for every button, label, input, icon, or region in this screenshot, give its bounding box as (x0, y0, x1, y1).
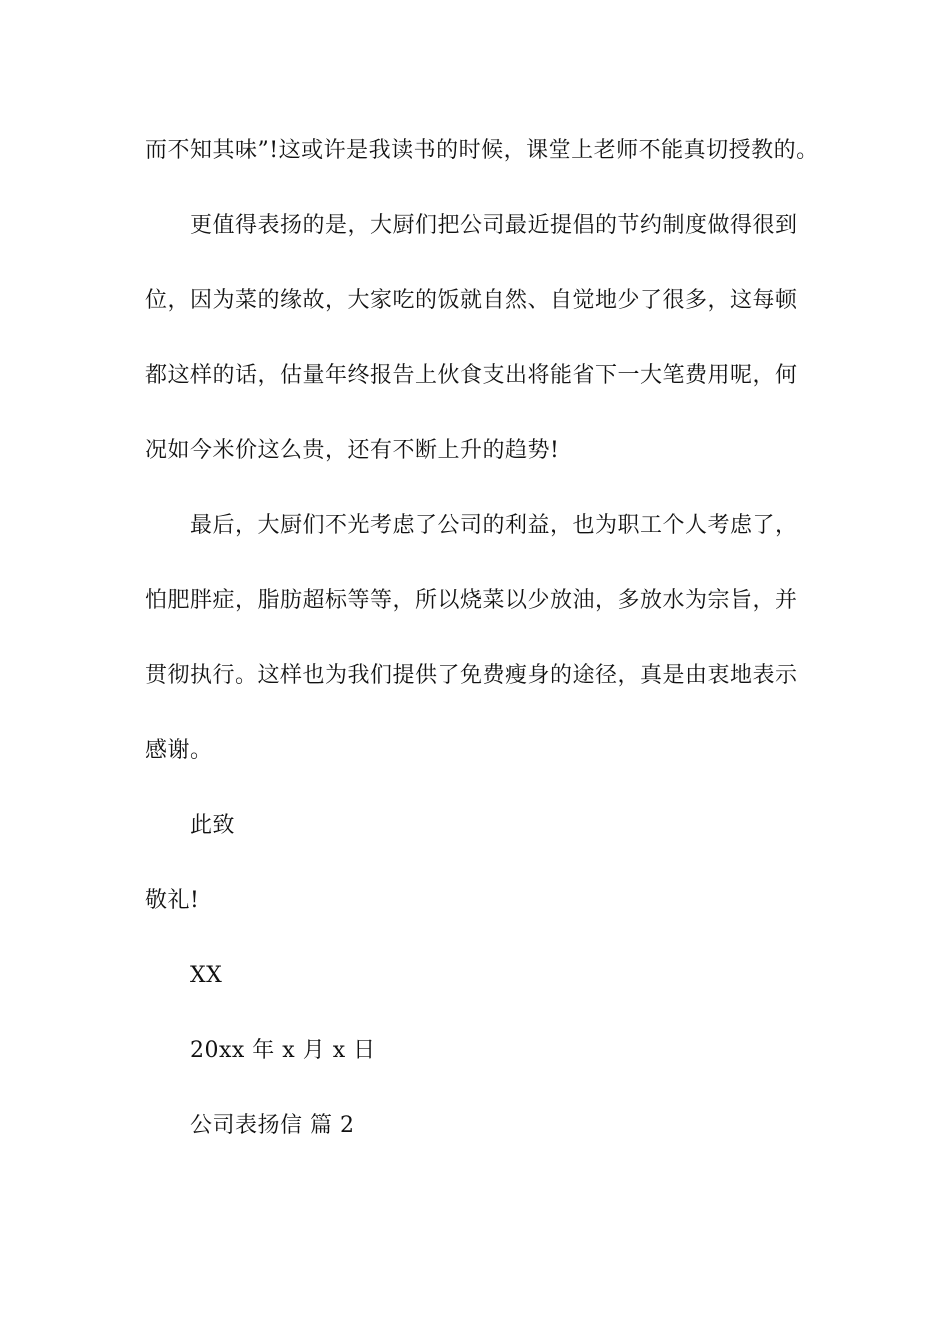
closing-regards: 敬礼! (145, 888, 200, 913)
section-heading: 公司表扬信 篇 2 (190, 1113, 355, 1138)
paragraph-line: 贯彻执行。这样也为我们提供了免费瘦身的途径，真是由衷地表示 (145, 663, 798, 688)
paragraph-line: 位，因为菜的缘故，大家吃的饭就自然、自觉地少了很多，这每顿 (145, 288, 798, 313)
closing-salutation: 此致 (190, 813, 236, 838)
paragraph-line: 都这样的话，估量年终报告上伙食支出将能省下一大笔费用呢，何 (145, 363, 798, 388)
paragraph-line: 怕肥胖症，脂肪超标等等，所以烧菜以少放油，多放水为宗旨，并 (145, 588, 798, 613)
paragraph-line: 况如今米价这么贵，还有不断上升的趋势! (145, 438, 560, 463)
paragraph-line: 感谢。 (145, 738, 213, 763)
paragraph-line: 最后，大厨们不光考虑了公司的利益，也为职工个人考虑了， (190, 513, 798, 538)
paragraph-line: 更值得表扬的是，大厨们把公司最近提倡的节约制度做得很到 (190, 213, 798, 238)
signature-name: XX (190, 963, 223, 988)
signature-date: 20xx 年 x 月 x 日 (190, 1038, 376, 1063)
paragraph-line: 而不知其味”!这或许是我读书的时候，课堂上老师不能真切授教的。 (145, 138, 819, 163)
